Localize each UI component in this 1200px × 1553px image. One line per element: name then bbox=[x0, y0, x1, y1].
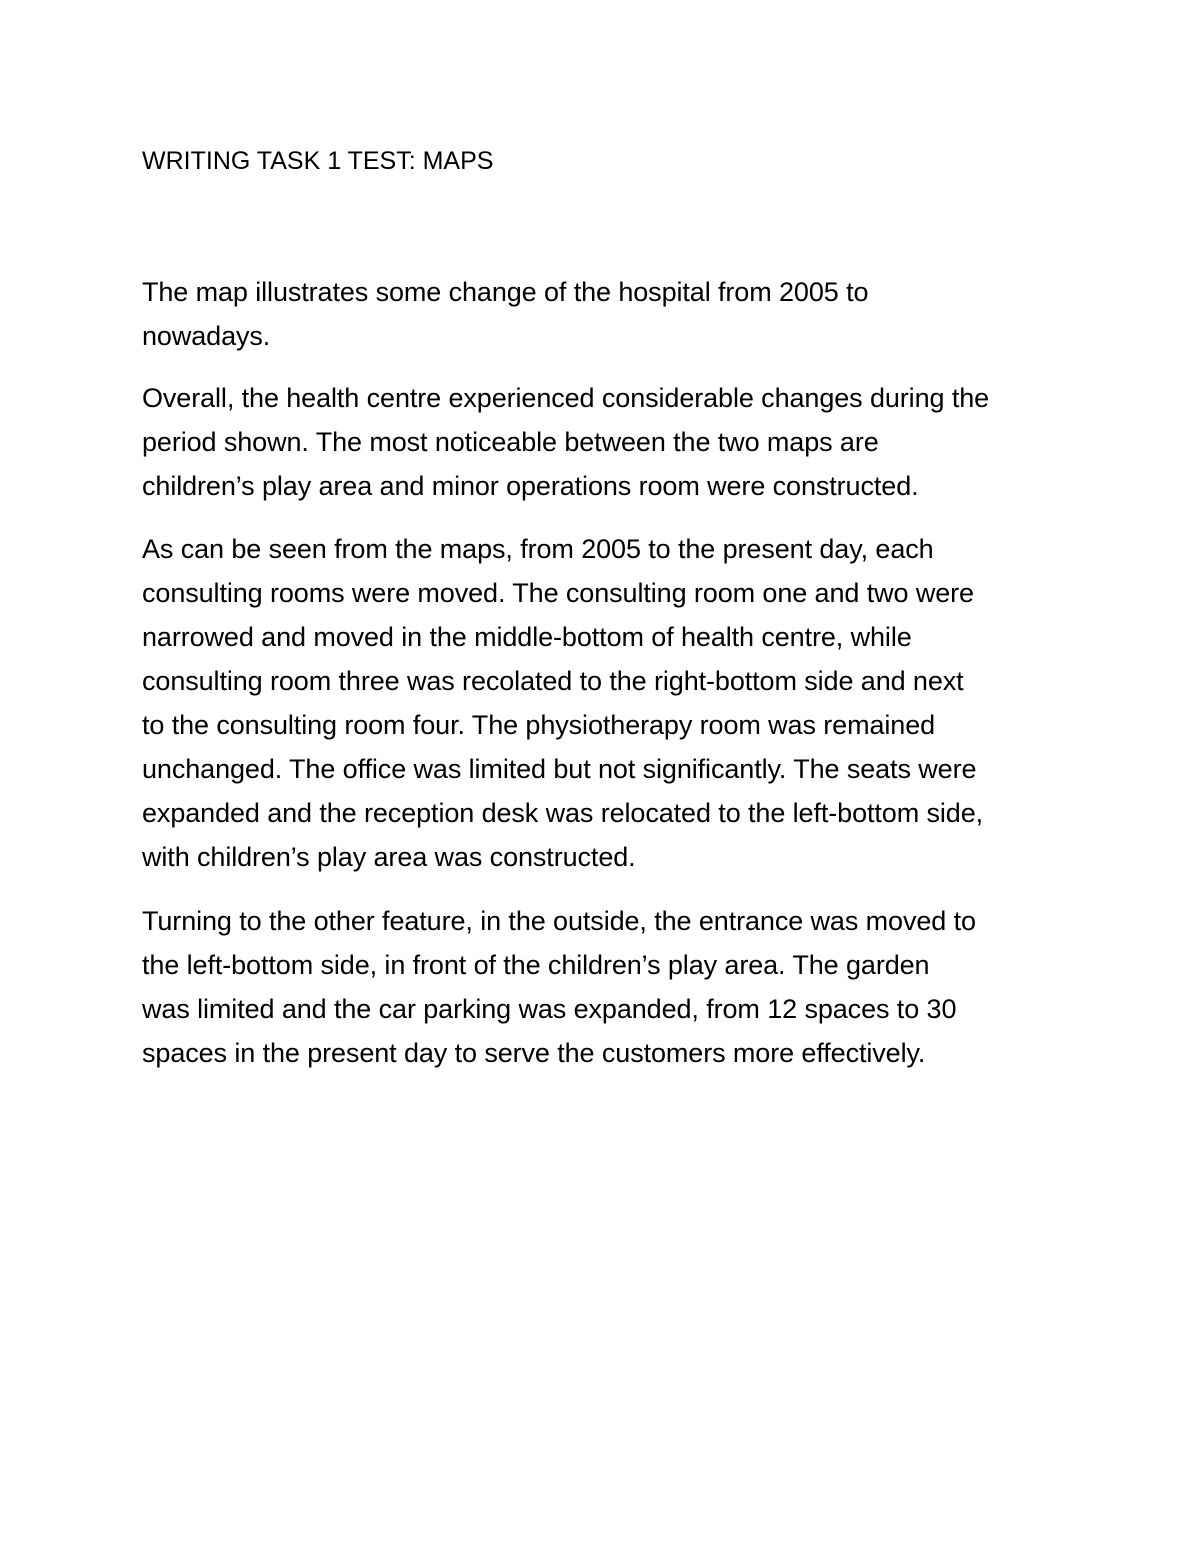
paragraph-1-line-1: The map illustrates some change of the hospital from 2005 to bbox=[142, 277, 869, 307]
paragraph-4-line-3: was limited and the car parking was expanded, from 12 spaces to 30 bbox=[142, 994, 957, 1024]
paragraph-3-line-1: As can be seen from the maps, from 2005 to the present day, each bbox=[142, 534, 934, 564]
paragraph-2-line-2: period shown. The most noticeable between the two maps are bbox=[142, 427, 879, 457]
paragraph-3-line-3: narrowed and moved in the middle-bottom of health centre, while bbox=[142, 622, 912, 652]
paragraph-2-line-1: Overall, the health centre experienced considerable changes during the bbox=[142, 383, 990, 413]
paragraph-4-line-1: Turning to the other feature, in the outside, the entrance was moved to bbox=[142, 906, 976, 936]
paragraph-1-line-2: nowadays. bbox=[142, 321, 271, 351]
paragraph-3-line-7: expanded and the reception desk was relocated to the left-bottom side, bbox=[142, 798, 984, 828]
paragraph-3-line-4: consulting room three was recolated to the right-bottom side and next bbox=[142, 666, 964, 696]
paragraph-2-line-3: children’s play area and minor operations room were constructed. bbox=[142, 471, 919, 501]
paragraph-4-line-4: spaces in the present day to serve the customers more effectively. bbox=[142, 1038, 926, 1068]
paragraph-3-line-6: unchanged. The office was limited but not significantly. The seats were bbox=[142, 754, 977, 784]
paragraph-3-line-5: to the consulting room four. The physiotherapy room was remained bbox=[142, 710, 936, 740]
document-title: WRITING TASK 1 TEST: MAPS bbox=[142, 147, 494, 175]
paragraph-3-line-2: consulting rooms were moved. The consulting room one and two were bbox=[142, 578, 974, 608]
paragraph-4-line-2: the left-bottom side, in front of the children’s play area. The garden bbox=[142, 950, 930, 980]
paragraph-3-line-8: with children’s play area was constructed. bbox=[142, 842, 636, 872]
